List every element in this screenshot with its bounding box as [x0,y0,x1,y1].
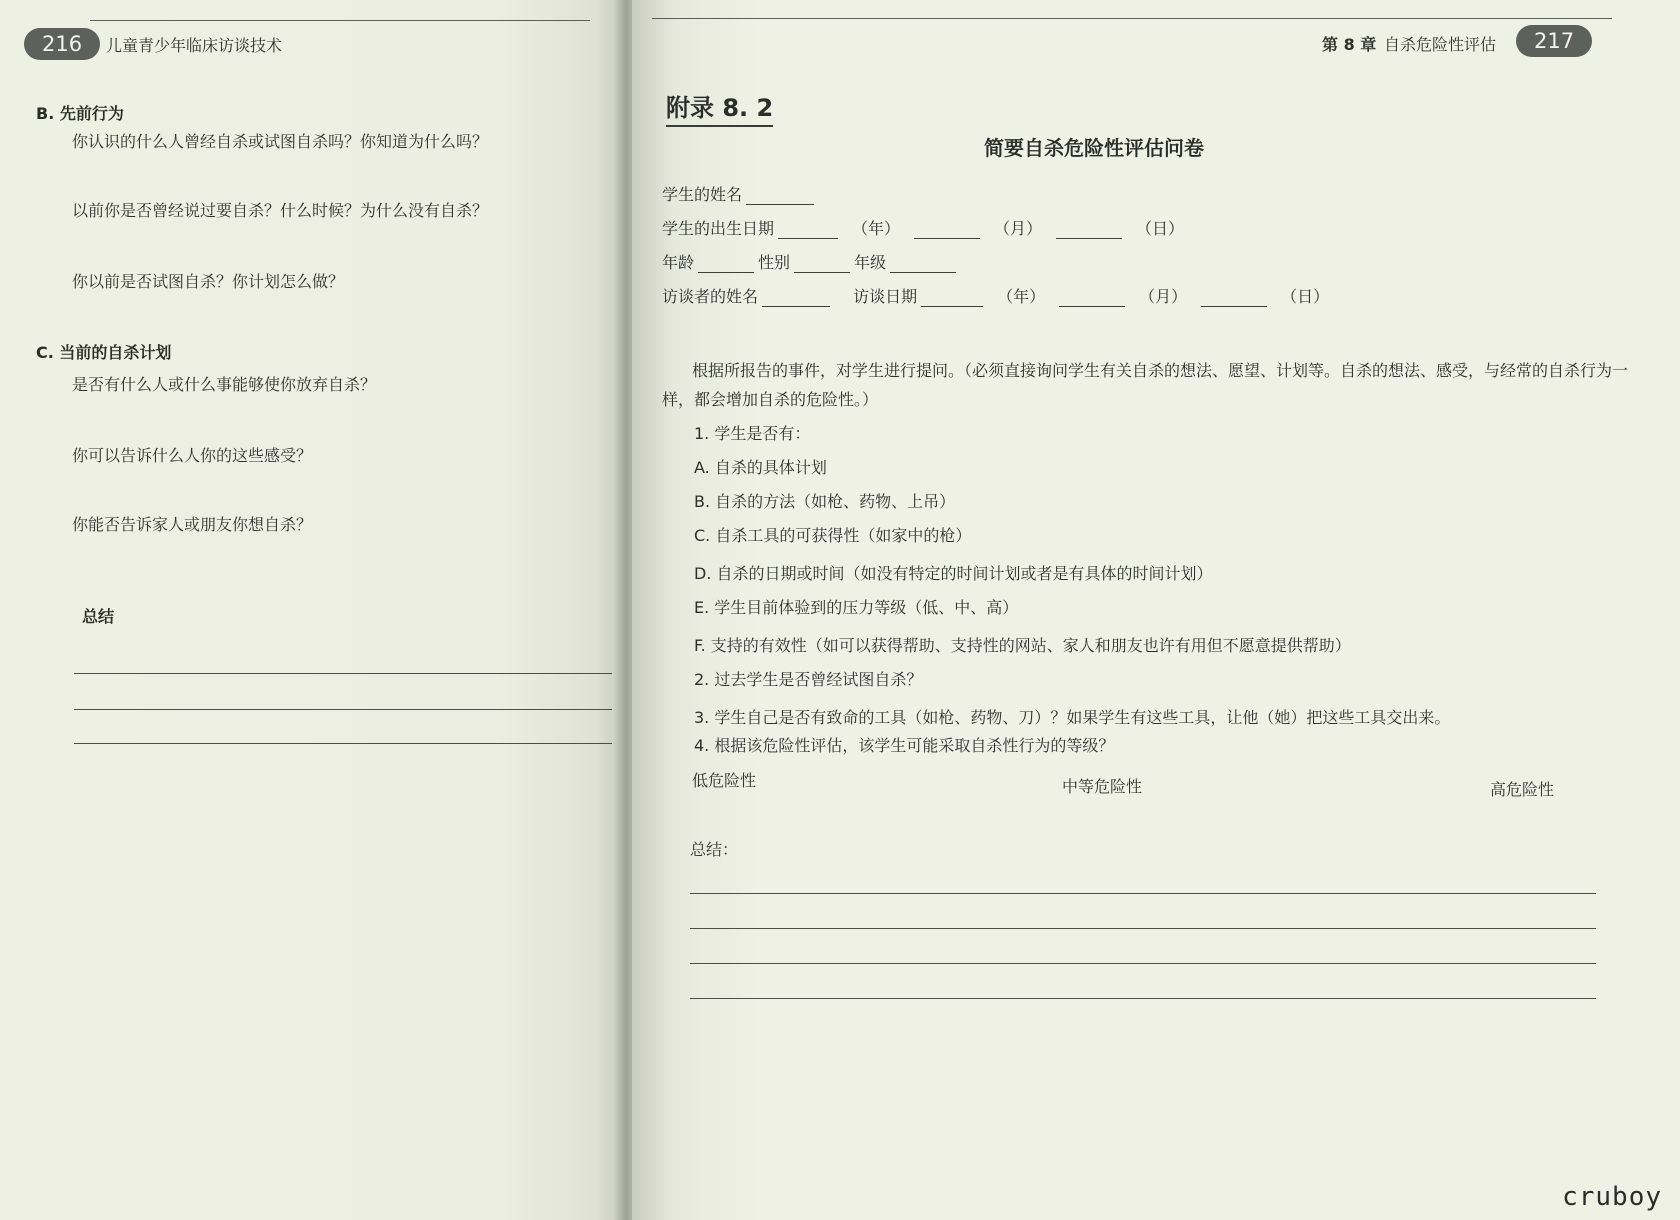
left-summary-label: 总结 [82,607,115,626]
summary-line [690,998,1596,999]
birth-year-blank[interactable] [778,224,838,239]
summary-line [74,709,620,710]
birth-date-row [662,216,1194,239]
month-unit: （月） [994,219,1043,238]
summary-line [690,928,1596,929]
interview-year-blank[interactable] [921,292,983,307]
risk-mid: 中等危险性 [1062,777,1143,796]
student-name-label: 学生的姓名 [662,185,743,204]
sub-item: F. 支持的有效性（如可以获得帮助、支持性的网站、家人和朋友也许有用但不愿意提供帮助） [694,636,1351,655]
section-b-question: 你认识的什么人曾经自杀或试图自杀吗？你知道为什么吗？ [72,132,489,151]
grade-label: 年级 [854,253,887,272]
interviewer-row [662,284,1339,307]
section-c-question: 你可以告诉什么人你的这些感受？ [72,446,313,465]
gender-label: 性别 [758,253,791,272]
form-title: 简要自杀危险性评估问卷 [984,136,1204,160]
student-name-row [662,182,818,205]
section-b-question: 以前你是否曾经说过要自杀？什么时候？为什么没有自杀？ [72,201,489,220]
item-1: 1. 学生是否有： [694,424,811,443]
summary-line [690,893,1596,894]
sub-item: C. 自杀工具的可获得性（如家中的枪） [694,526,972,545]
chapter-title: 自杀危险性评估 [1384,35,1497,54]
day-unit: （日） [1281,287,1330,306]
interview-date-label: 访谈日期 [853,287,918,306]
item-2: 2. 过去学生是否曾经试图自杀？ [694,670,923,689]
section-c-question: 是否有什么人或什么事能够使你放弃自杀？ [72,375,377,394]
header-rule [652,18,1612,19]
section-c-question: 你能否告诉家人或朋友你想自杀？ [72,515,313,534]
year-unit: （年） [997,287,1046,306]
summary-line [690,963,1596,964]
risk-high: 高危险性 [1490,780,1555,799]
interviewer-name-blank[interactable] [762,292,830,307]
instructions-paragraph: 根据所报告的事件，对学生进行提问。（必须直接询问学生有关自杀的想法、愿望、计划等。自杀的想法、感受，与经常的自杀行为一样，都会增加自杀的危险性。） [662,361,1629,409]
interviewer-name-label: 访谈者的姓名 [662,287,759,306]
sub-item: D. 自杀的日期或时间（如没有特定的时间计划或者是有具体的时间计划） [694,564,1213,583]
student-name-blank[interactable] [746,190,814,205]
age-gender-grade-row [662,250,960,273]
chapter-number: 第 8 章 [1322,35,1377,54]
month-unit: （月） [1139,287,1188,306]
right-page [632,0,1680,1220]
interview-day-blank[interactable] [1201,292,1267,307]
risk-low: 低危险性 [692,771,757,790]
item-3: 3. 学生自己是否有致命的工具（如枪、药物、刀）？如果学生有这些工具，让他（她）把这些工具交出来。 [694,708,1451,727]
birth-day-blank[interactable] [1056,224,1122,239]
age-label: 年龄 [662,253,695,272]
sub-item: E. 学生目前体验到的压力等级（低、中、高） [694,598,1019,617]
sub-item: B. 自杀的方法（如枪、药物、上吊） [694,492,956,511]
summary-line [74,673,620,674]
section-b-title: B. 先前行为 [36,104,124,123]
right-page-number: 217 [1516,25,1592,57]
year-unit: （年） [852,219,901,238]
gender-blank[interactable] [794,258,850,273]
watermark: cruboy [1562,1182,1662,1212]
sub-item: A. 自杀的具体计划 [694,458,827,477]
running-title: 儿童青少年临床访谈技术 [106,36,283,55]
birth-date-label: 学生的出生日期 [662,219,775,238]
right-summary-label: 总结： [690,840,739,859]
interview-month-blank[interactable] [1059,292,1125,307]
appendix-label: 附录 8. 2 [666,88,773,127]
day-unit: （日） [1136,219,1185,238]
left-page-number: 216 [24,28,100,60]
header-rule [90,20,590,21]
summary-line [74,743,620,744]
section-b-question: 你以前是否试图自杀？你计划怎么做？ [72,272,345,291]
section-c-title: C. 当前的自杀计划 [36,343,172,362]
age-blank[interactable] [698,258,754,273]
item-4: 4. 根据该危险性评估，该学生可能采取自杀性行为的等级？ [694,736,1115,755]
grade-blank[interactable] [890,258,956,273]
left-page [0,0,620,1220]
birth-month-blank[interactable] [914,224,980,239]
